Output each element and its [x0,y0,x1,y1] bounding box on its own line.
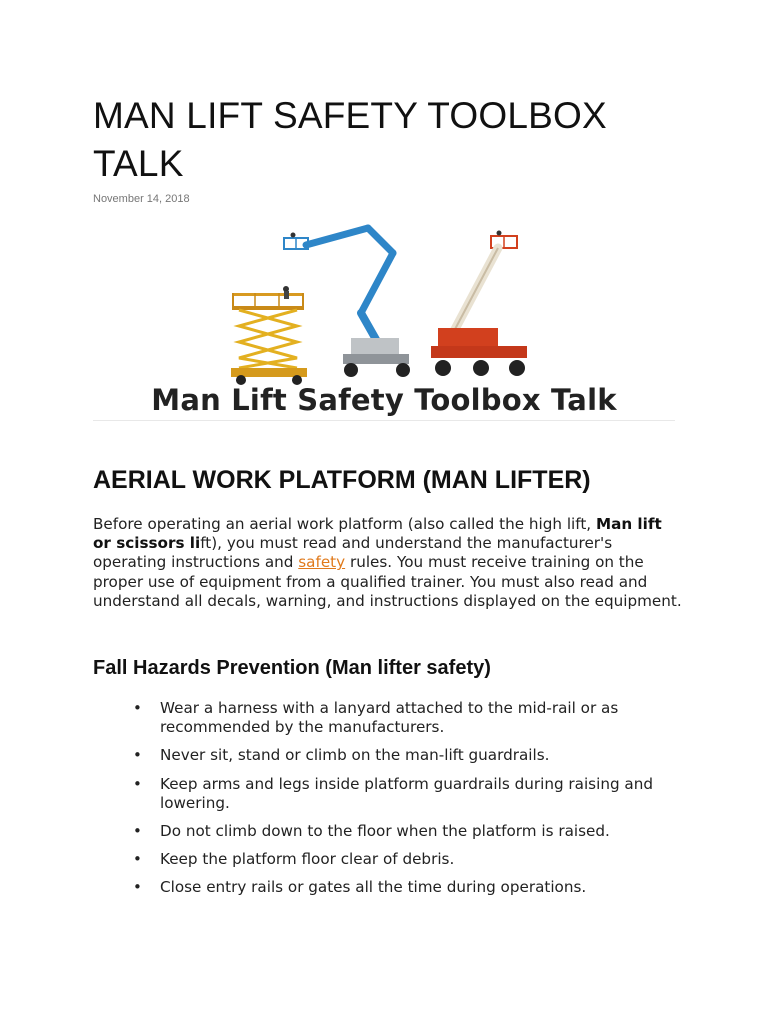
bullet-list [133,699,678,907]
page-title: MAN LIFT SAFETY TOOLBOX TALK [93,95,607,184]
hero-caption: Man Lift Safety Toolbox Talk [151,383,617,417]
list-item: • Wear a harness with a lanyard attached to the mid-rail or as recommended by the manufacturers. [133,699,678,737]
post-date: November 14, 2018 [93,193,190,205]
list-item: • Close entry rails or gates all the time during operations. [133,878,678,897]
list-item: • Keep arms and legs inside platform guardrails during raising and lowering. [133,775,678,813]
intro-text-3: rules. You must receive training on the proper use of equipment from a qualified trainer. You must also read and understand all decals, warning, and instructions displayed on the equipment. [93,553,682,610]
intro-text-1: Before operating an aerial work platform (also called the high lift, [93,515,596,533]
subheading: Fall Hazards Prevention (Man lifter safety) [93,657,491,679]
list-item: • Keep the platform floor clear of debris. [133,850,678,869]
red-boom-lift-icon [431,231,527,377]
intro-bold-text: Man lift or scissors li [93,515,662,553]
man-lift-illustration-icon [93,218,675,388]
safety-link[interactable]: safety [298,553,346,572]
list-item: • Never sit, stand or climb on the man-lift guardrails. [133,746,678,765]
intro-text-2: ft), you must read and understand the manufacturer's operating instructions and [93,534,613,572]
intro-paragraph [93,515,683,611]
scissor-lift-icon [231,286,307,385]
section-heading: AERIAL WORK PLATFORM (MAN LIFTER) [93,466,591,494]
list-item: • Do not climb down to the floor when the platform is raised. [133,822,678,841]
